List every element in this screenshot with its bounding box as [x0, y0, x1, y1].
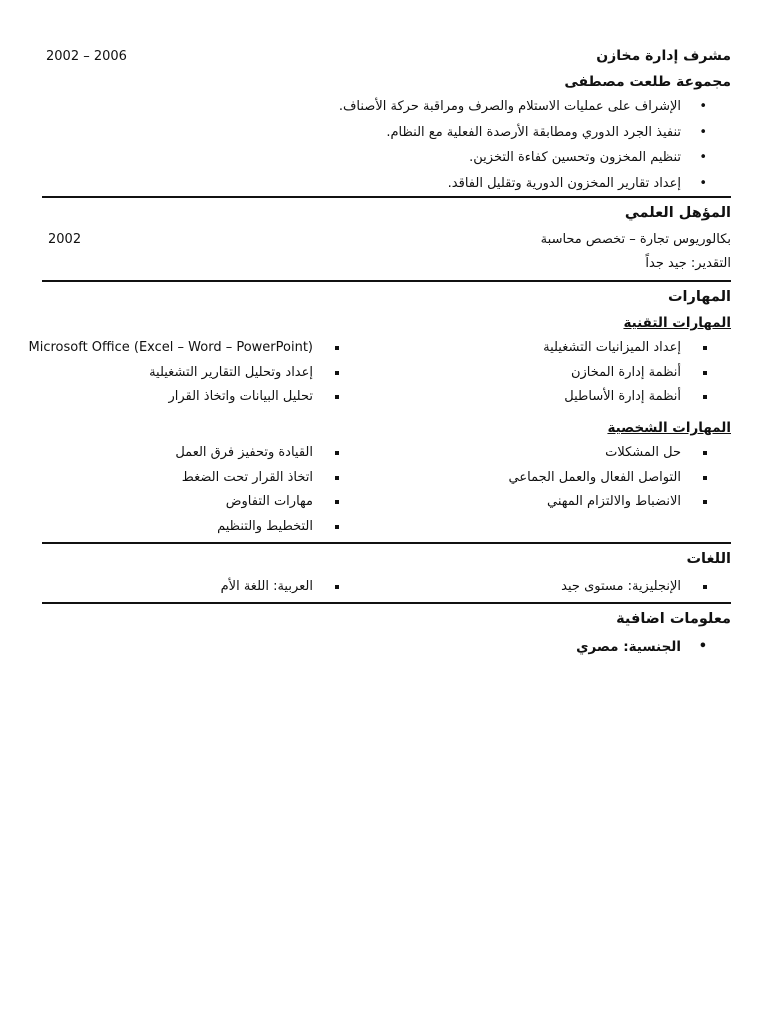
technical-skills-left [23, 339, 363, 413]
personal-skills-left [23, 444, 363, 542]
section-divider [42, 280, 731, 282]
languages-right [391, 578, 731, 603]
list-item: أنظمة إدارة الأساطيل [391, 388, 731, 413]
list-item: إعداد وتحليل التقارير التشغيلية [23, 364, 363, 389]
list-item: تحليل البيانات واتخاذ القرار [23, 388, 363, 413]
section-divider [42, 542, 731, 544]
list-item: إعداد الميزانيات التشغيلية [391, 339, 731, 364]
skills-heading: المهارات [667, 289, 731, 305]
job-years: 2002 – 2006 [46, 49, 127, 64]
degree-year: 2002 [48, 232, 82, 247]
list-item: التخطيط والتنظيم [23, 518, 363, 543]
list-item: • الإشراف على عمليات الاستلام والصرف ومراقبة حركة الأصناف. [339, 98, 731, 124]
list-item: التواصل الفعال والعمل الجماعي [391, 469, 731, 494]
list-item: حل المشكلات [391, 444, 731, 469]
grade-text: التقدير: جيد جداً [645, 256, 731, 271]
degree-text: بكالوريوس تجارة – تخصص محاسبة [540, 232, 731, 247]
list-item: • تنظيم المخزون وتحسين كفاءة التخزين. [339, 149, 731, 175]
list-item: العربية: اللغة الأم [23, 578, 363, 603]
list-item: أنظمة إدارة المخازن [391, 364, 731, 389]
languages-left [23, 578, 363, 603]
personal-skills-heading: المهارات الشخصية [607, 420, 731, 436]
list-item: الإنجليزية: مستوى جيد [391, 578, 731, 603]
technical-skills-heading: المهارات التقنية [623, 315, 731, 331]
list-item: Microsoft Office (Excel – Word – PowerPoint) [23, 339, 363, 364]
additional-info-list [576, 638, 731, 656]
section-divider [42, 602, 731, 604]
additional-info-heading: معلومات اضافية [616, 611, 731, 627]
company-name: مجموعة طلعت مصطفى [564, 74, 731, 90]
technical-skills-right [391, 339, 731, 413]
list-item: • تنفيذ الجرد الدوري ومطابقة الأرصدة الفعلية مع النظام. [339, 124, 731, 150]
list-item: مهارات التفاوض [23, 493, 363, 518]
personal-skills-right [391, 444, 731, 518]
list-item: الانضباط والالتزام المهني [391, 493, 731, 518]
list-item: • إعداد تقارير المخزون الدورية وتقليل الفاقد. [339, 175, 731, 201]
education-heading: المؤهل العلمي [624, 205, 731, 221]
duties-list [339, 98, 731, 200]
section-divider [42, 196, 731, 198]
languages-heading: اللغات [686, 551, 731, 567]
list-item: • الجنسية: مصري [576, 638, 731, 656]
list-item: اتخاذ القرار تحت الضغط [23, 469, 363, 494]
list-item: القيادة وتحفيز فرق العمل [23, 444, 363, 469]
job-title: مشرف إدارة مخازن [596, 48, 731, 64]
